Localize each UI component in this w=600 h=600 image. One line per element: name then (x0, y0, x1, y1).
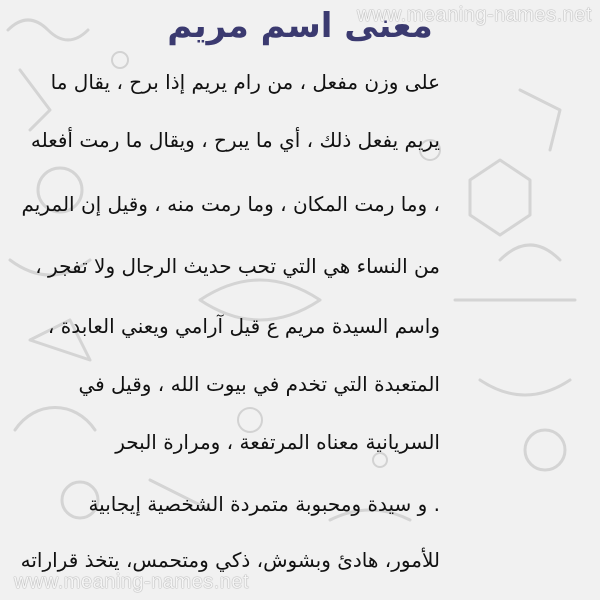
watermark-bottom: www.meaning-names.net (14, 571, 250, 593)
watermark-top: www.meaning-names.net (356, 4, 592, 26)
text-line: المتعبدة التي تخدم في بيوت الله ، وقيل في (78, 372, 440, 396)
text-line: واسم السيدة مريم ع قيل آرامي ويعني العابدة ، (47, 314, 440, 338)
text-line: السريانية معناه المرتفعة ، ومرارة البحر (115, 430, 440, 454)
text-line: . و سيدة ومحبوبة متمردة الشخصية إيجابية (88, 492, 440, 516)
text-line: من النساء هي التي تحب حديث الرجال ولا تفجر ، (35, 254, 440, 278)
text-line: للأمور، هادئ وبشوش، ذكي ومتحمس، يتخذ قراراته (20, 548, 440, 572)
text-line: ، وما رمت المكان ، وما رمت منه ، وقيل إن المريم (21, 192, 440, 216)
text-line: على وزن مفعل ، من رام يريم إذا برح ، يقال ما (50, 70, 440, 94)
page-title: معنى اسم مريم (167, 6, 433, 46)
text-line: يريم يفعل ذلك ، أي ما يبرح ، ويقال ما رمت أفعله (30, 128, 440, 152)
